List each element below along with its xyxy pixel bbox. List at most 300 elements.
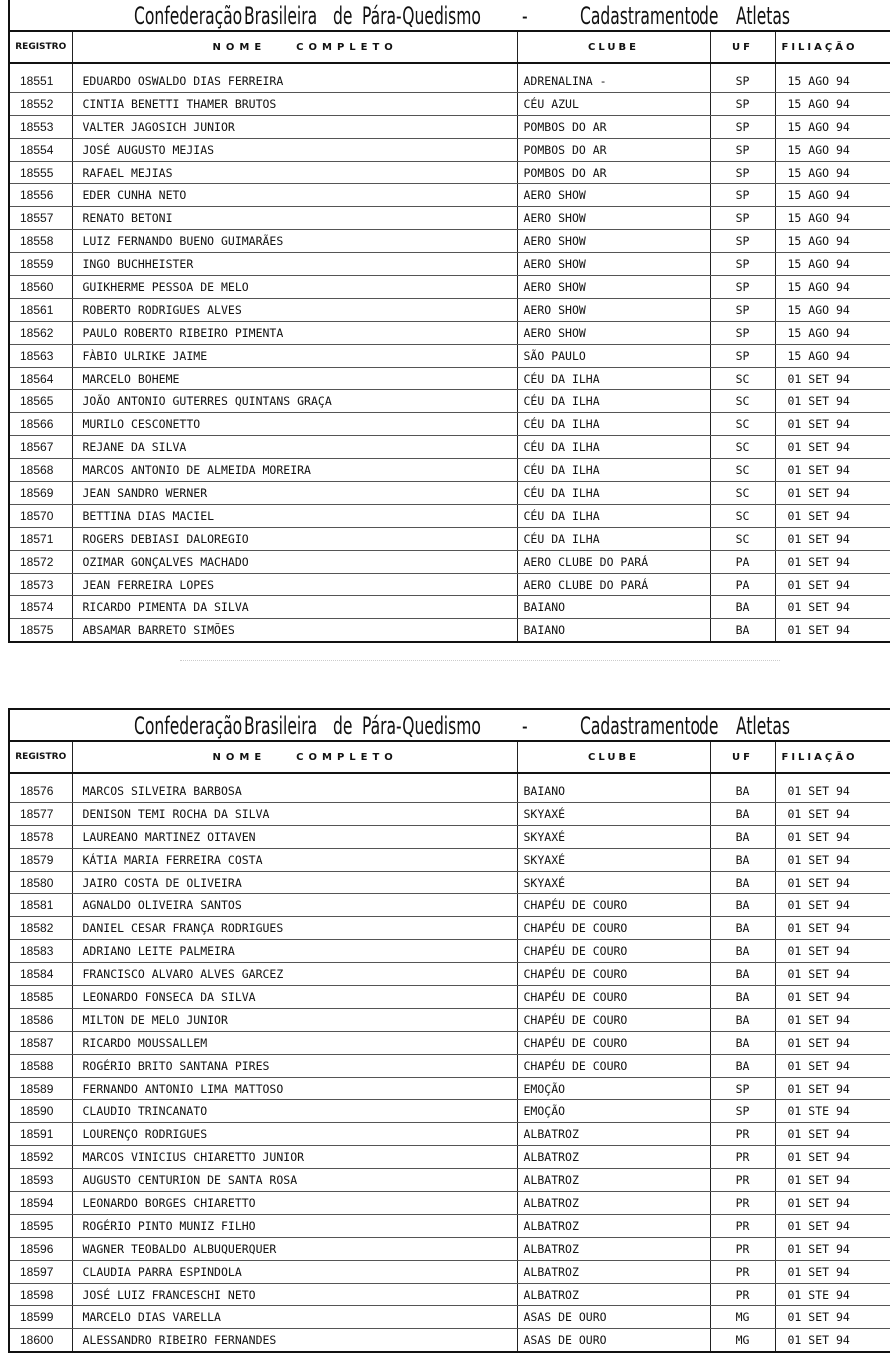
nome-cell: KÁTIA MARIA FERREIRA COSTA [72, 848, 517, 871]
clube-cell: ASAS DE OURO [517, 1306, 710, 1329]
nome-cell: FRANCISCO ALVARO ALVES GARCEZ [72, 963, 517, 986]
clube-cell: SKYAXÉ [517, 871, 710, 894]
filiacao-cell: 15 AGO 94 [775, 161, 890, 184]
registro-cell: 18597 [9, 1260, 72, 1283]
nome-cell: CLAUDIO TRINCANATO [72, 1100, 517, 1123]
filiacao-cell: 15 AGO 94 [775, 253, 890, 276]
table-row [9, 298, 890, 321]
filiacao-cell: 01 SET 94 [775, 619, 890, 642]
table-row [9, 1260, 890, 1283]
table-row [9, 413, 890, 436]
nome-cell: MARCOS SILVEIRA BARBOSA [72, 773, 517, 802]
table-row [9, 871, 890, 894]
table-row [9, 207, 890, 230]
filiacao-cell: 15 AGO 94 [775, 344, 890, 367]
registro-cell: 18557 [9, 207, 72, 230]
nome-cell: LAUREANO MARTINEZ OITAVEN [72, 825, 517, 848]
clube-cell: BAIANO [517, 773, 710, 802]
registro-cell: 18576 [9, 773, 72, 802]
sheet-title-bar [8, 708, 890, 742]
registro-cell: 18560 [9, 276, 72, 299]
uf-cell: SP [710, 161, 775, 184]
nome-cell: JEAN SANDRO WERNER [72, 482, 517, 505]
table-row [9, 619, 890, 642]
registro-cell: 18595 [9, 1214, 72, 1237]
registro-cell: 18583 [9, 940, 72, 963]
uf-cell: SP [710, 115, 775, 138]
uf-cell: BA [710, 894, 775, 917]
clube-cell: AERO SHOW [517, 184, 710, 207]
filiacao-cell: 01 SET 94 [775, 482, 890, 505]
clube-cell: ALBATROZ [517, 1146, 710, 1169]
nome-cell: LEONARDO FONSECA DA SILVA [72, 986, 517, 1009]
nome-cell: RENATO BETONI [72, 207, 517, 230]
registro-cell: 18555 [9, 161, 72, 184]
nome-cell: MARCOS VINICIUS CHIARETTO JUNIOR [72, 1146, 517, 1169]
table-row [9, 482, 890, 505]
filiacao-cell: 15 AGO 94 [775, 276, 890, 299]
registro-cell: 18570 [9, 504, 72, 527]
col-header-clube: CLUBE [517, 742, 710, 773]
clube-cell: AERO SHOW [517, 276, 710, 299]
table-row [9, 390, 890, 413]
clube-cell: AERO CLUBE DO PARÁ [517, 573, 710, 596]
registro-cell: 18561 [9, 298, 72, 321]
table-row [9, 1306, 890, 1329]
nome-cell: EDUARDO OSWALDO DIAS FERREIRA [72, 63, 517, 92]
clube-cell: CÉU DA ILHA [517, 436, 710, 459]
registro-cell: 18586 [9, 1008, 72, 1031]
table-row [9, 1283, 890, 1306]
clube-cell: ASAS DE OURO [517, 1329, 710, 1352]
nome-cell: AGNALDO OLIVEIRA SANTOS [72, 894, 517, 917]
nome-cell: ROBERTO RODRIGUES ALVES [72, 298, 517, 321]
filiacao-cell: 01 SET 94 [775, 986, 890, 1009]
table-row [9, 504, 890, 527]
clube-cell: ALBATROZ [517, 1260, 710, 1283]
clube-cell: SKYAXÉ [517, 825, 710, 848]
nome-cell: ABSAMAR BARRETO SIMÕES [72, 619, 517, 642]
divider [180, 660, 780, 662]
nome-cell: REJANE DA SILVA [72, 436, 517, 459]
clube-cell: ADRENALINA - [517, 63, 710, 92]
clube-cell: AERO SHOW [517, 298, 710, 321]
clube-cell: CHAPÉU DE COURO [517, 1008, 710, 1031]
nome-cell: JOÃO ANTONIO GUTERRES QUINTANS GRAÇA [72, 390, 517, 413]
clube-cell: CÉU DA ILHA [517, 413, 710, 436]
nome-cell: ADRIANO LEITE PALMEIRA [72, 940, 517, 963]
clube-cell: CHAPÉU DE COURO [517, 1054, 710, 1077]
table-row [9, 1008, 890, 1031]
filiacao-cell: 01 SET 94 [775, 527, 890, 550]
registro-cell: 18564 [9, 367, 72, 390]
nome-cell: RICARDO PIMENTA DA SILVA [72, 596, 517, 619]
clube-cell: ALBATROZ [517, 1214, 710, 1237]
col-header-registro: REGISTRO [9, 742, 72, 773]
filiacao-cell: 15 AGO 94 [775, 207, 890, 230]
filiacao-cell: 01 SET 94 [775, 504, 890, 527]
clube-cell: SKYAXÉ [517, 802, 710, 825]
registro-cell: 18563 [9, 344, 72, 367]
table-row [9, 276, 890, 299]
clube-cell: AERO SHOW [517, 230, 710, 253]
filiacao-cell: 01 SET 94 [775, 802, 890, 825]
uf-cell: SP [710, 298, 775, 321]
table-row [9, 1169, 890, 1192]
table-row [9, 344, 890, 367]
registro-cell: 18588 [9, 1054, 72, 1077]
uf-cell: BA [710, 1054, 775, 1077]
col-header-nome: NOME COMPLETO [72, 32, 517, 63]
col-header-filiacao: FILIAÇÃO [775, 742, 890, 773]
registro-cell: 18556 [9, 184, 72, 207]
table-row [9, 1214, 890, 1237]
registro-cell: 18574 [9, 596, 72, 619]
table-row [9, 321, 890, 344]
filiacao-cell: 15 AGO 94 [775, 298, 890, 321]
table-row [9, 1123, 890, 1146]
clube-cell: AERO SHOW [517, 207, 710, 230]
clube-cell: SKYAXÉ [517, 848, 710, 871]
clube-cell: POMBOS DO AR [517, 161, 710, 184]
table-row [9, 459, 890, 482]
clube-cell: CHAPÉU DE COURO [517, 986, 710, 1009]
registro-cell: 18600 [9, 1329, 72, 1352]
nome-cell: LOURENÇO RODRIGUES [72, 1123, 517, 1146]
registro-cell: 18569 [9, 482, 72, 505]
clube-cell: ALBATROZ [517, 1123, 710, 1146]
table-row [9, 917, 890, 940]
table-row [9, 63, 890, 92]
uf-cell: PR [710, 1169, 775, 1192]
nome-cell: DANIEL CESAR FRANÇA RODRIGUES [72, 917, 517, 940]
filiacao-cell: 15 AGO 94 [775, 184, 890, 207]
filiacao-cell: 15 AGO 94 [775, 92, 890, 115]
table-row [9, 230, 890, 253]
sheet-title-bar [8, 0, 890, 32]
table-row [9, 115, 890, 138]
filiacao-cell: 01 SET 94 [775, 1169, 890, 1192]
clube-cell: POMBOS DO AR [517, 115, 710, 138]
table-row [9, 963, 890, 986]
table-row [9, 940, 890, 963]
nome-cell: MARCOS ANTONIO DE ALMEIDA MOREIRA [72, 459, 517, 482]
filiacao-cell: 01 SET 94 [775, 413, 890, 436]
filiacao-cell: 01 SET 94 [775, 1031, 890, 1054]
filiacao-cell: 01 SET 94 [775, 1077, 890, 1100]
athlete-table [8, 32, 890, 643]
registro-cell: 18577 [9, 802, 72, 825]
col-header-clube: CLUBE [517, 32, 710, 63]
filiacao-cell: 01 SET 94 [775, 1008, 890, 1031]
filiacao-cell: 01 SET 94 [775, 1192, 890, 1215]
table-row [9, 367, 890, 390]
clube-cell: CÉU DA ILHA [517, 459, 710, 482]
uf-cell: BA [710, 619, 775, 642]
clube-cell: AERO CLUBE DO PARÁ [517, 550, 710, 573]
registro-cell: 18582 [9, 917, 72, 940]
nome-cell: CINTIA BENETTI THAMER BRUTOS [72, 92, 517, 115]
clube-cell: SÃO PAULO [517, 344, 710, 367]
filiacao-cell: 15 AGO 94 [775, 138, 890, 161]
filiacao-cell: 01 SET 94 [775, 367, 890, 390]
table-header-row [9, 742, 890, 773]
nome-cell: RICARDO MOUSSALLEM [72, 1031, 517, 1054]
nome-cell: WAGNER TEOBALDO ALBUQUERQUER [72, 1237, 517, 1260]
clube-cell: ALBATROZ [517, 1283, 710, 1306]
filiacao-cell: 01 STE 94 [775, 1283, 890, 1306]
table-row [9, 138, 890, 161]
table-row [9, 573, 890, 596]
nome-cell: LUIZ FERNANDO BUENO GUIMARÃES [72, 230, 517, 253]
table-row [9, 894, 890, 917]
nome-cell: DENISON TEMI ROCHA DA SILVA [72, 802, 517, 825]
uf-cell: PR [710, 1146, 775, 1169]
uf-cell: PR [710, 1123, 775, 1146]
nome-cell: RAFAEL MEJIAS [72, 161, 517, 184]
uf-cell: BA [710, 596, 775, 619]
uf-cell: SP [710, 253, 775, 276]
nome-cell: VALTER JAGOSICH JUNIOR [72, 115, 517, 138]
registration-sheet-1 [8, 0, 890, 643]
uf-cell: SP [710, 1100, 775, 1123]
table-row [9, 1077, 890, 1100]
uf-cell: SC [710, 482, 775, 505]
table-row [9, 1100, 890, 1123]
uf-cell: BA [710, 848, 775, 871]
clube-cell: BAIANO [517, 596, 710, 619]
uf-cell: SP [710, 138, 775, 161]
nome-cell: MILTON DE MELO JUNIOR [72, 1008, 517, 1031]
filiacao-cell: 01 STE 94 [775, 1100, 890, 1123]
filiacao-cell: 01 SET 94 [775, 459, 890, 482]
table-row [9, 527, 890, 550]
uf-cell: SC [710, 459, 775, 482]
uf-cell: SC [710, 390, 775, 413]
table-row [9, 1146, 890, 1169]
clube-cell: CÉU DA ILHA [517, 527, 710, 550]
table-body [9, 63, 890, 642]
nome-cell: MARCELO DIAS VARELLA [72, 1306, 517, 1329]
filiacao-cell: 01 SET 94 [775, 1329, 890, 1352]
uf-cell: SP [710, 63, 775, 92]
col-header-nome: NOME COMPLETO [72, 742, 517, 773]
registro-cell: 18579 [9, 848, 72, 871]
nome-cell: OZIMAR GONÇALVES MACHADO [72, 550, 517, 573]
table-row [9, 848, 890, 871]
nome-cell: INGO BUCHHEISTER [72, 253, 517, 276]
nome-cell: JOSÉ AUGUSTO MEJIAS [72, 138, 517, 161]
uf-cell: SC [710, 367, 775, 390]
registro-cell: 18594 [9, 1192, 72, 1215]
registro-cell: 18592 [9, 1146, 72, 1169]
filiacao-cell: 01 SET 94 [775, 848, 890, 871]
table-row [9, 1329, 890, 1352]
table-row [9, 1192, 890, 1215]
nome-cell: GUIKHERME PESSOA DE MELO [72, 276, 517, 299]
registro-cell: 18562 [9, 321, 72, 344]
registro-cell: 18573 [9, 573, 72, 596]
clube-cell: BAIANO [517, 619, 710, 642]
filiacao-cell: 01 SET 94 [775, 1054, 890, 1077]
uf-cell: PR [710, 1192, 775, 1215]
filiacao-cell: 15 AGO 94 [775, 230, 890, 253]
uf-cell: PR [710, 1283, 775, 1306]
uf-cell: MG [710, 1329, 775, 1352]
filiacao-cell: 01 SET 94 [775, 825, 890, 848]
filiacao-cell: 01 SET 94 [775, 550, 890, 573]
uf-cell: SP [710, 276, 775, 299]
registro-cell: 18598 [9, 1283, 72, 1306]
nome-cell: ROGÉRIO BRITO SANTANA PIRES [72, 1054, 517, 1077]
nome-cell: LEONARDO BORGES CHIARETTO [72, 1192, 517, 1215]
uf-cell: SC [710, 436, 775, 459]
uf-cell: MG [710, 1306, 775, 1329]
col-header-filiacao: FILIAÇÃO [775, 32, 890, 63]
uf-cell: BA [710, 871, 775, 894]
filiacao-cell: 01 SET 94 [775, 573, 890, 596]
registro-cell: 18552 [9, 92, 72, 115]
uf-cell: SP [710, 230, 775, 253]
filiacao-cell: 15 AGO 94 [775, 63, 890, 92]
col-header-uf: UF [710, 742, 775, 773]
registro-cell: 18596 [9, 1237, 72, 1260]
uf-cell: SP [710, 184, 775, 207]
uf-cell: PR [710, 1214, 775, 1237]
clube-cell: POMBOS DO AR [517, 138, 710, 161]
uf-cell: SP [710, 92, 775, 115]
nome-cell: MARCELO BOHEME [72, 367, 517, 390]
registro-cell: 18551 [9, 63, 72, 92]
registro-cell: 18581 [9, 894, 72, 917]
table-row [9, 825, 890, 848]
nome-cell: CLAUDIA PARRA ESPINDOLA [72, 1260, 517, 1283]
clube-cell: CÉU DA ILHA [517, 367, 710, 390]
registration-sheet-2 [8, 708, 890, 1353]
uf-cell: PR [710, 1260, 775, 1283]
filiacao-cell: 01 SET 94 [775, 894, 890, 917]
uf-cell: SC [710, 504, 775, 527]
nome-cell: ROGÉRIO PINTO MUNIZ FILHO [72, 1214, 517, 1237]
uf-cell: PA [710, 550, 775, 573]
uf-cell: SP [710, 1077, 775, 1100]
uf-cell: BA [710, 825, 775, 848]
filiacao-cell: 01 SET 94 [775, 940, 890, 963]
registro-cell: 18568 [9, 459, 72, 482]
registro-cell: 18553 [9, 115, 72, 138]
clube-cell: AERO SHOW [517, 321, 710, 344]
table-row [9, 986, 890, 1009]
table-row [9, 596, 890, 619]
registro-cell: 18593 [9, 1169, 72, 1192]
table-row [9, 184, 890, 207]
registro-cell: 18566 [9, 413, 72, 436]
filiacao-cell: 01 SET 94 [775, 596, 890, 619]
filiacao-cell: 15 AGO 94 [775, 321, 890, 344]
table-row [9, 1237, 890, 1260]
nome-cell: JOSÉ LUIZ FRANCESCHI NETO [72, 1283, 517, 1306]
nome-cell: PAULO ROBERTO RIBEIRO PIMENTA [72, 321, 517, 344]
registro-cell: 18578 [9, 825, 72, 848]
nome-cell: BETTINA DIAS MACIEL [72, 504, 517, 527]
uf-cell: BA [710, 940, 775, 963]
nome-cell: FÀBIO ULRIKE JAIME [72, 344, 517, 367]
nome-cell: ROGERS DEBIASI DALOREGIO [72, 527, 517, 550]
filiacao-cell: 01 SET 94 [775, 390, 890, 413]
nome-cell: JEAN FERREIRA LOPES [72, 573, 517, 596]
clube-cell: ALBATROZ [517, 1237, 710, 1260]
uf-cell: SC [710, 413, 775, 436]
nome-cell: JAIRO COSTA DE OLIVEIRA [72, 871, 517, 894]
registro-cell: 18558 [9, 230, 72, 253]
nome-cell: ALESSANDRO RIBEIRO FERNANDES [72, 1329, 517, 1352]
table-row [9, 773, 890, 802]
nome-cell: FERNANDO ANTONIO LIMA MATTOSO [72, 1077, 517, 1100]
clube-cell: EMOÇÃO [517, 1077, 710, 1100]
registro-cell: 18554 [9, 138, 72, 161]
nome-cell: AUGUSTO CENTURION DE SANTA ROSA [72, 1169, 517, 1192]
col-header-registro: REGISTRO [9, 32, 72, 63]
clube-cell: AERO SHOW [517, 253, 710, 276]
registro-cell: 18559 [9, 253, 72, 276]
registro-cell: 18575 [9, 619, 72, 642]
clube-cell: CHAPÉU DE COURO [517, 917, 710, 940]
registro-cell: 18565 [9, 390, 72, 413]
registro-cell: 18571 [9, 527, 72, 550]
registro-cell: 18590 [9, 1100, 72, 1123]
uf-cell: BA [710, 986, 775, 1009]
table-row [9, 802, 890, 825]
clube-cell: CHAPÉU DE COURO [517, 1031, 710, 1054]
table-row [9, 1031, 890, 1054]
uf-cell: SP [710, 207, 775, 230]
registro-cell: 18572 [9, 550, 72, 573]
table-row [9, 161, 890, 184]
filiacao-cell: 01 SET 94 [775, 1237, 890, 1260]
filiacao-cell: 01 SET 94 [775, 436, 890, 459]
filiacao-cell: 15 AGO 94 [775, 115, 890, 138]
uf-cell: BA [710, 1031, 775, 1054]
uf-cell: SC [710, 527, 775, 550]
filiacao-cell: 01 SET 94 [775, 1146, 890, 1169]
filiacao-cell: 01 SET 94 [775, 1306, 890, 1329]
registro-cell: 18567 [9, 436, 72, 459]
clube-cell: ALBATROZ [517, 1169, 710, 1192]
registro-cell: 18599 [9, 1306, 72, 1329]
uf-cell: BA [710, 917, 775, 940]
registro-cell: 18587 [9, 1031, 72, 1054]
athlete-table [8, 742, 890, 1353]
col-header-uf: UF [710, 32, 775, 63]
clube-cell: EMOÇÃO [517, 1100, 710, 1123]
table-header-row [9, 32, 890, 63]
table-row [9, 92, 890, 115]
table-row [9, 1054, 890, 1077]
clube-cell: CÉU AZUL [517, 92, 710, 115]
sheet-title: Confederação Brasileira de Pára-Quedismo - Cadastramento de Atletas [134, 2, 791, 30]
clube-cell: CHAPÉU DE COURO [517, 963, 710, 986]
clube-cell: CHAPÉU DE COURO [517, 940, 710, 963]
uf-cell: BA [710, 773, 775, 802]
registro-cell: 18580 [9, 871, 72, 894]
clube-cell: CHAPÉU DE COURO [517, 894, 710, 917]
filiacao-cell: 01 SET 94 [775, 1123, 890, 1146]
uf-cell: BA [710, 1008, 775, 1031]
filiacao-cell: 01 SET 94 [775, 917, 890, 940]
uf-cell: PR [710, 1237, 775, 1260]
filiacao-cell: 01 SET 94 [775, 1260, 890, 1283]
nome-cell: MURILO CESCONETTO [72, 413, 517, 436]
